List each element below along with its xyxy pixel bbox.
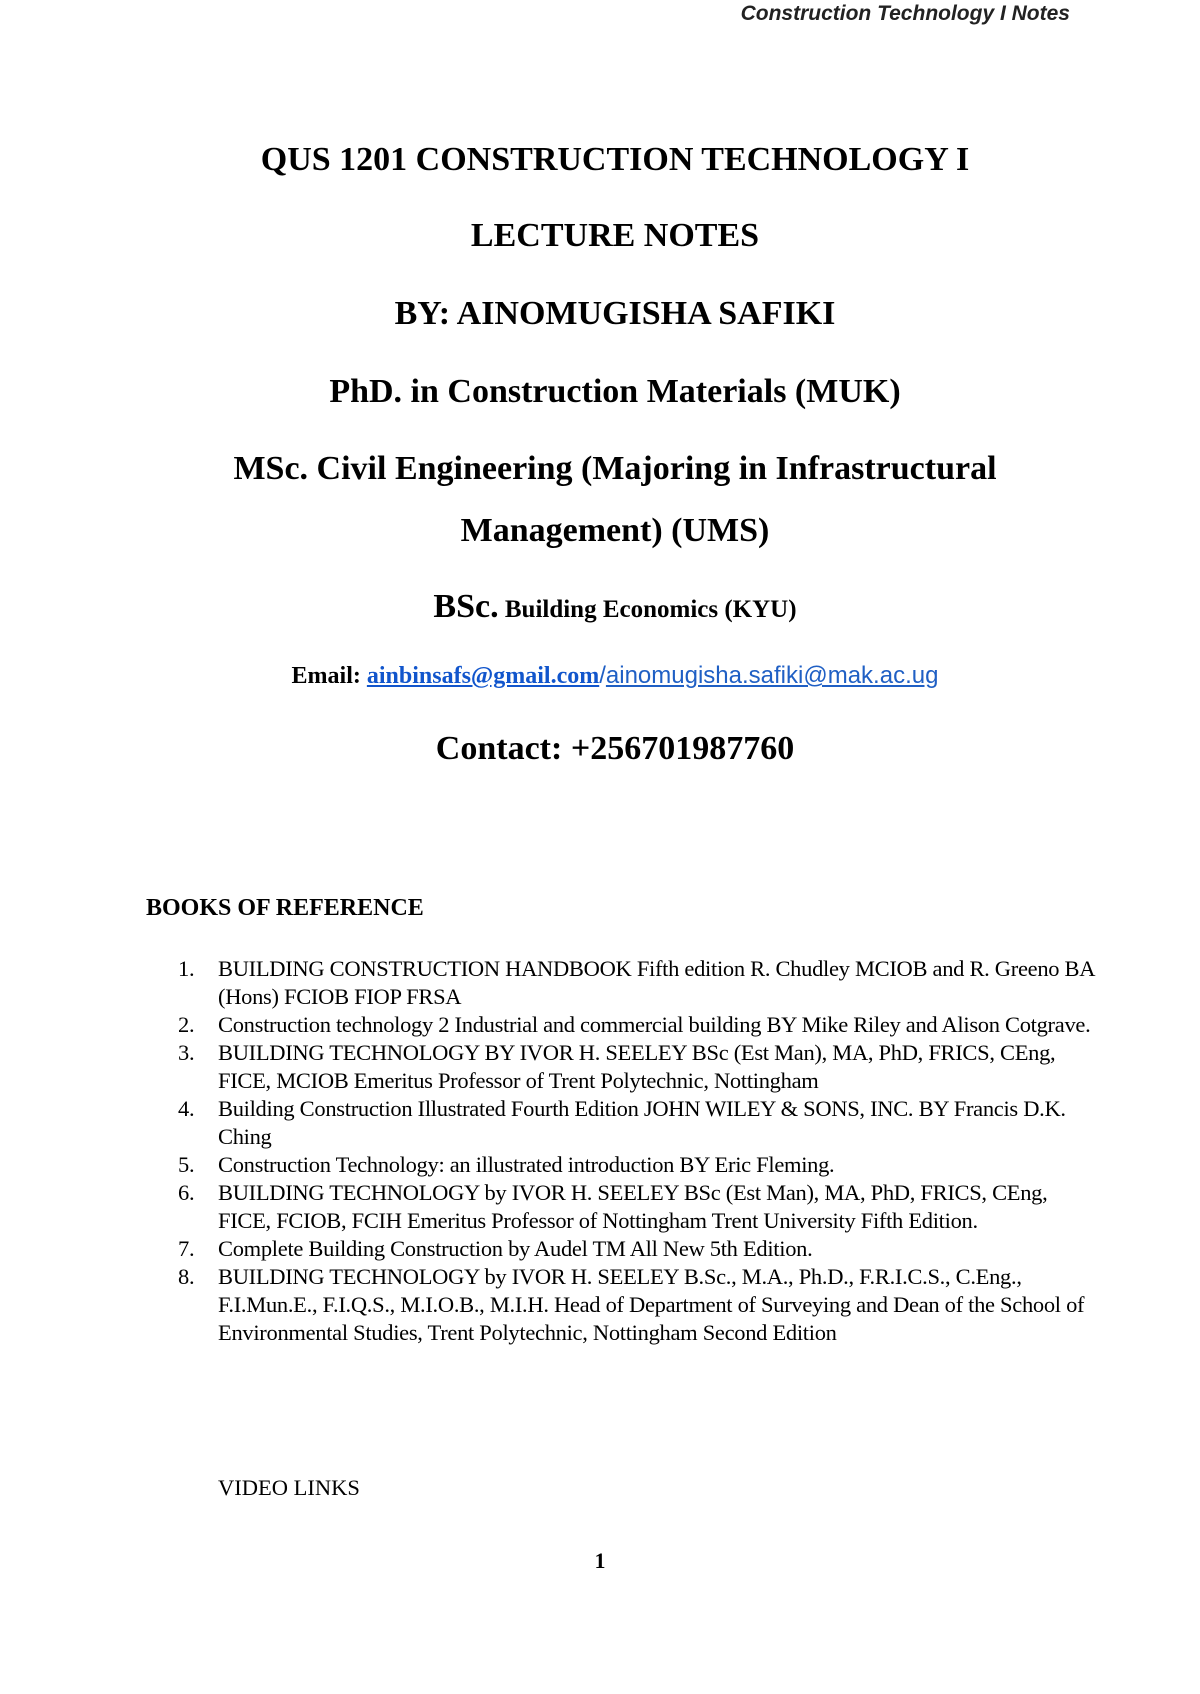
list-item-text: BUILDING CONSTRUCTION HANDBOOK Fifth edition R. Chudley MCIOB and R. Greeno BA (Hons) FCIOB FIOP FRSA bbox=[218, 956, 1094, 1009]
list-item-number: 6. bbox=[178, 1180, 195, 1205]
list-item-text: Construction technology 2 Industrial and commercial building BY Mike Riley and Alison Cotgrave. bbox=[218, 1012, 1091, 1037]
list-item-text: Complete Building Construction by Audel TM All New 5th Edition. bbox=[218, 1236, 813, 1261]
document-subtitle: LECTURE NOTES bbox=[470, 217, 760, 254]
list-item-text: Building Construction Illustrated Fourth Edition JOHN WILEY & SONS, INC. BY Francis D.K. Ching bbox=[218, 1096, 1066, 1149]
email-line bbox=[150, 662, 1080, 690]
course-title: QUS 1201 CONSTRUCTION TECHNOLOGY I bbox=[260, 141, 970, 178]
books-of-reference-heading: BOOKS OF REFERENCE bbox=[146, 895, 424, 921]
list-item bbox=[178, 1039, 1098, 1095]
email-label: Email: bbox=[291, 663, 367, 689]
list-item-number: 2. bbox=[178, 1012, 195, 1037]
msc-line-1: MSc. Civil Engineering (Majoring in Infrastructural bbox=[233, 450, 997, 487]
page-number: 1 bbox=[594, 1548, 606, 1573]
video-links-label: VIDEO LINKS bbox=[218, 1475, 360, 1500]
title-block bbox=[150, 140, 1080, 768]
list-item-number: 8. bbox=[178, 1264, 195, 1289]
list-item bbox=[178, 955, 1098, 1011]
list-item bbox=[178, 1095, 1098, 1151]
list-item-number: 4. bbox=[178, 1096, 195, 1121]
list-item-text: BUILDING TECHNOLOGY by IVOR H. SEELEY BSc (Est Man), MA, PhD, FRICS, CEng, FICE, FCIOB, FCIH Emeritus Professor of Nottingham Trent University Fifth Edition. bbox=[218, 1180, 1048, 1233]
list-item bbox=[178, 1011, 1098, 1039]
running-header: Construction Technology I Notes bbox=[740, 2, 1070, 25]
phd-qualification: PhD. in Construction Materials (MUK) bbox=[329, 373, 901, 410]
list-item-number: 5. bbox=[178, 1152, 195, 1177]
bsc-field: Building Economics (KYU) bbox=[498, 596, 797, 623]
bsc-qualification bbox=[150, 588, 1080, 626]
primary-email-link[interactable]: ainbinsafs@gmail.com bbox=[366, 663, 600, 689]
list-item bbox=[178, 1179, 1098, 1235]
list-item-text: BUILDING TECHNOLOGY by IVOR H. SEELEY B.Sc., M.A., Ph.D., F.R.I.C.S., C.Eng., F.I.Mun.E., F.I.Q.S., M.I.O.B., M.I.H. Head of Department of Surveying and Dean of the School of Environmental Studies, Trent Polytechnic, Nottingham Second Edition bbox=[218, 1264, 1085, 1345]
bsc-label: BSc. bbox=[433, 588, 499, 625]
list-item-number: 3. bbox=[178, 1040, 195, 1065]
secondary-email-link[interactable]: ainomugisha.safiki@mak.ac.ug bbox=[605, 662, 939, 689]
author-line: BY: AINOMUGISHA SAFIKI bbox=[394, 295, 836, 332]
list-item-text: BUILDING TECHNOLOGY BY IVOR H. SEELEY BSc (Est Man), MA, PhD, FRICS, CEng, FICE, MCIOB Emeritus Professor of Trent Polytechnic, Nottingham bbox=[218, 1040, 1056, 1093]
email-separator: / bbox=[599, 662, 606, 689]
list-item-number: 7. bbox=[178, 1236, 195, 1261]
list-item bbox=[178, 1151, 1098, 1179]
msc-line-2: Management) (UMS) bbox=[460, 512, 770, 549]
list-item-number: 1. bbox=[178, 956, 195, 981]
list-item bbox=[178, 1263, 1098, 1347]
reference-list bbox=[178, 955, 1098, 1347]
contact-line: Contact: +256701987760 bbox=[435, 730, 795, 767]
list-item-text: Construction Technology: an illustrated introduction BY Eric Fleming. bbox=[218, 1152, 835, 1177]
msc-qualification bbox=[150, 438, 1080, 562]
list-item bbox=[178, 1235, 1098, 1263]
